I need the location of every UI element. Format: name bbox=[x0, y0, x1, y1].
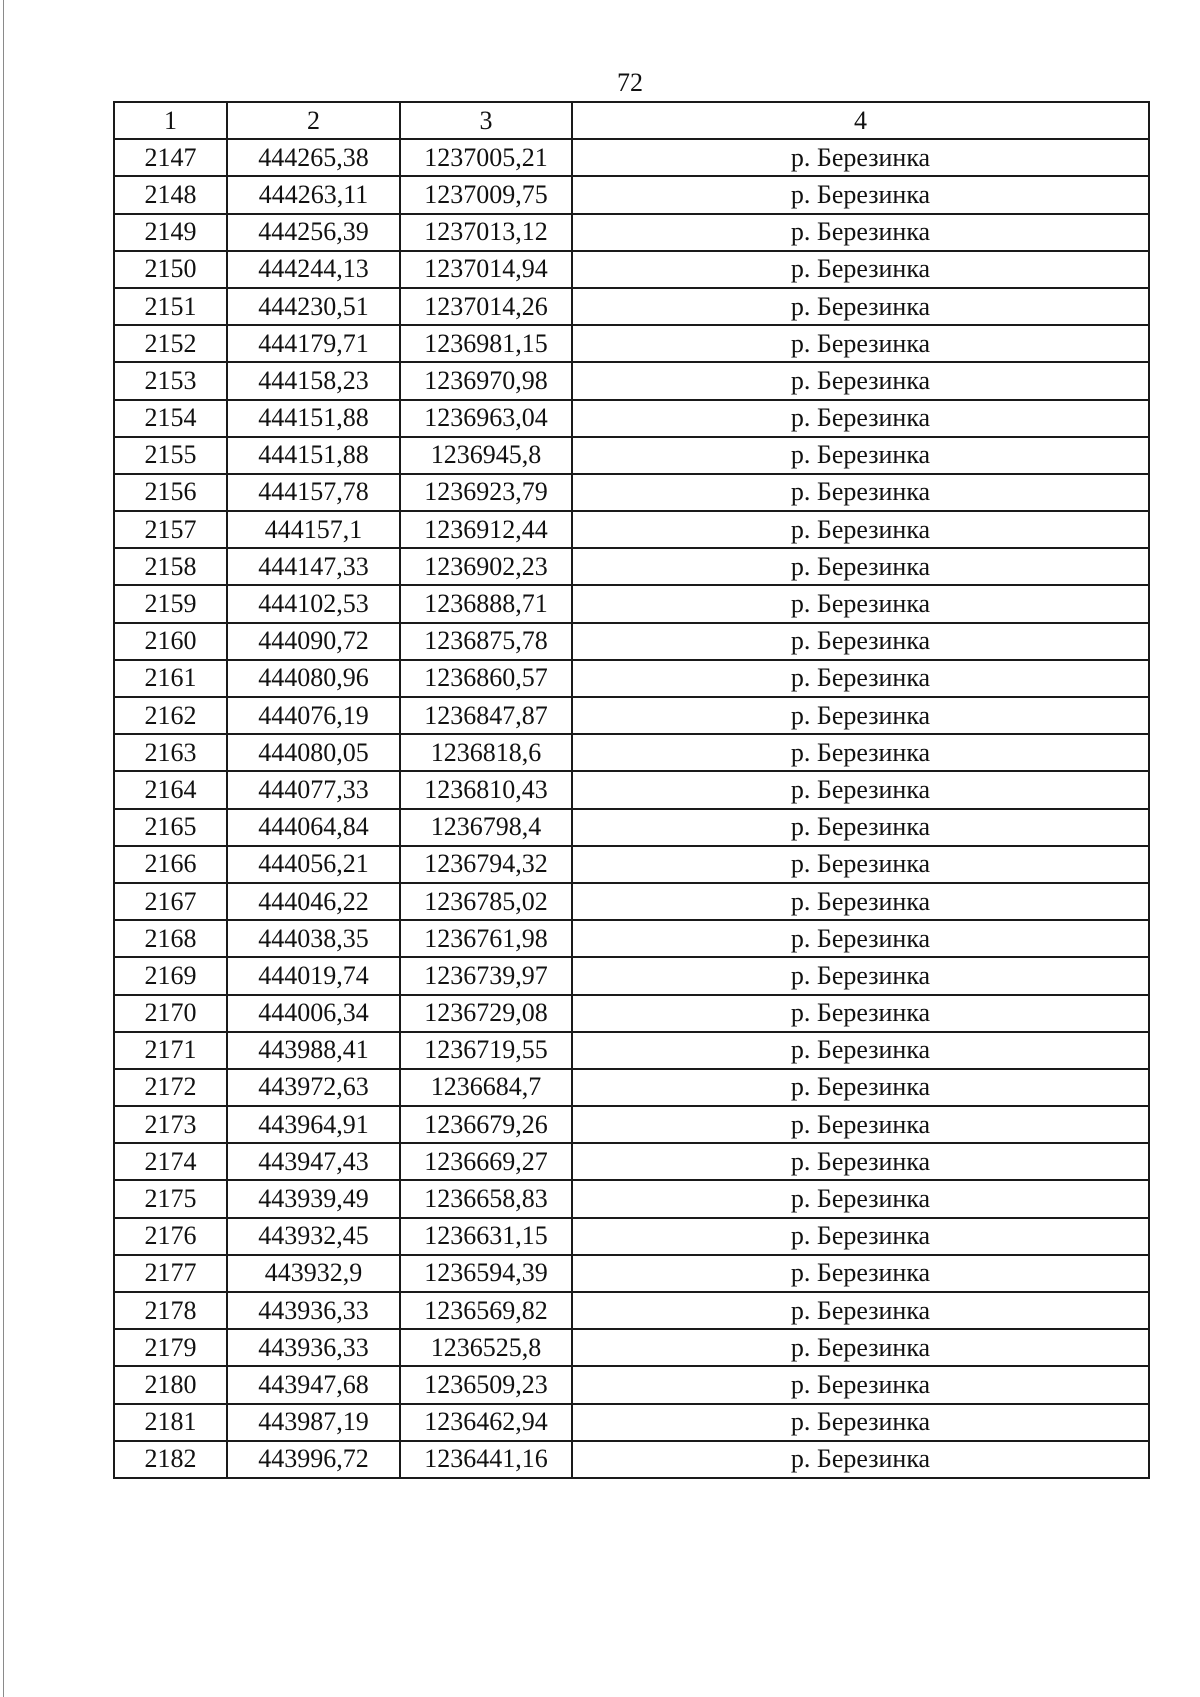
description-cell: р. Березинка bbox=[572, 548, 1149, 585]
x-coordinate-cell: 443932,9 bbox=[227, 1255, 400, 1292]
y-coordinate-cell: 1236810,43 bbox=[400, 771, 572, 808]
table-row bbox=[114, 1292, 1149, 1329]
description-cell: р. Березинка bbox=[572, 1366, 1149, 1403]
description-cell: р. Березинка bbox=[572, 251, 1149, 288]
point-number-cell: 2153 bbox=[114, 362, 227, 399]
x-coordinate-cell: 444080,96 bbox=[227, 660, 400, 697]
description-cell: р. Березинка bbox=[572, 697, 1149, 734]
point-number-cell: 2159 bbox=[114, 585, 227, 622]
table-row bbox=[114, 1069, 1149, 1106]
coordinates-table bbox=[113, 101, 1150, 1479]
description-cell: р. Березинка bbox=[572, 995, 1149, 1032]
y-coordinate-cell: 1236669,27 bbox=[400, 1143, 572, 1180]
table-row bbox=[114, 437, 1149, 474]
table-row bbox=[114, 548, 1149, 585]
x-coordinate-cell: 443936,33 bbox=[227, 1329, 400, 1366]
point-number-cell: 2166 bbox=[114, 846, 227, 883]
y-coordinate-cell: 1236462,94 bbox=[400, 1404, 572, 1441]
point-number-cell: 2160 bbox=[114, 623, 227, 660]
description-cell: р. Березинка bbox=[572, 437, 1149, 474]
point-number-cell: 2182 bbox=[114, 1441, 227, 1478]
description-cell: р. Березинка bbox=[572, 1329, 1149, 1366]
table-row bbox=[114, 325, 1149, 362]
y-coordinate-cell: 1236761,98 bbox=[400, 920, 572, 957]
description-cell: р. Березинка bbox=[572, 883, 1149, 920]
x-coordinate-cell: 443947,43 bbox=[227, 1143, 400, 1180]
point-number-cell: 2156 bbox=[114, 474, 227, 511]
y-coordinate-cell: 1236658,83 bbox=[400, 1180, 572, 1217]
y-coordinate-cell: 1236970,98 bbox=[400, 362, 572, 399]
column-header-1: 1 bbox=[114, 102, 227, 139]
description-cell: р. Березинка bbox=[572, 325, 1149, 362]
table-row bbox=[114, 1404, 1149, 1441]
x-coordinate-cell: 444147,33 bbox=[227, 548, 400, 585]
description-cell: р. Березинка bbox=[572, 176, 1149, 213]
description-cell: р. Березинка bbox=[572, 1218, 1149, 1255]
x-coordinate-cell: 444157,78 bbox=[227, 474, 400, 511]
point-number-cell: 2171 bbox=[114, 1032, 227, 1069]
x-coordinate-cell: 444077,33 bbox=[227, 771, 400, 808]
y-coordinate-cell: 1236719,55 bbox=[400, 1032, 572, 1069]
point-number-cell: 2148 bbox=[114, 176, 227, 213]
table-row bbox=[114, 809, 1149, 846]
x-coordinate-cell: 444102,53 bbox=[227, 585, 400, 622]
table-row bbox=[114, 1255, 1149, 1292]
y-coordinate-cell: 1236847,87 bbox=[400, 697, 572, 734]
x-coordinate-cell: 444157,1 bbox=[227, 511, 400, 548]
x-coordinate-cell: 443987,19 bbox=[227, 1404, 400, 1441]
table-row bbox=[114, 734, 1149, 771]
x-coordinate-cell: 444256,39 bbox=[227, 214, 400, 251]
description-cell: р. Березинка bbox=[572, 400, 1149, 437]
y-coordinate-cell: 1236888,71 bbox=[400, 585, 572, 622]
table-header-row bbox=[114, 102, 1149, 139]
x-coordinate-cell: 444076,19 bbox=[227, 697, 400, 734]
table-row bbox=[114, 1180, 1149, 1217]
y-coordinate-cell: 1236818,6 bbox=[400, 734, 572, 771]
x-coordinate-cell: 444064,84 bbox=[227, 809, 400, 846]
y-coordinate-cell: 1236945,8 bbox=[400, 437, 572, 474]
table-row bbox=[114, 771, 1149, 808]
y-coordinate-cell: 1237005,21 bbox=[400, 139, 572, 176]
y-coordinate-cell: 1236785,02 bbox=[400, 883, 572, 920]
x-coordinate-cell: 443939,49 bbox=[227, 1180, 400, 1217]
x-coordinate-cell: 444151,88 bbox=[227, 400, 400, 437]
table-row bbox=[114, 214, 1149, 251]
description-cell: р. Березинка bbox=[572, 1404, 1149, 1441]
table-row bbox=[114, 585, 1149, 622]
x-coordinate-cell: 443972,63 bbox=[227, 1069, 400, 1106]
table-row bbox=[114, 251, 1149, 288]
column-header-3: 3 bbox=[400, 102, 572, 139]
table-row bbox=[114, 623, 1149, 660]
y-coordinate-cell: 1236729,08 bbox=[400, 995, 572, 1032]
x-coordinate-cell: 444263,11 bbox=[227, 176, 400, 213]
table-row bbox=[114, 660, 1149, 697]
description-cell: р. Березинка bbox=[572, 1069, 1149, 1106]
y-coordinate-cell: 1236912,44 bbox=[400, 511, 572, 548]
table-row bbox=[114, 1218, 1149, 1255]
description-cell: р. Березинка bbox=[572, 1143, 1149, 1180]
table-row bbox=[114, 474, 1149, 511]
y-coordinate-cell: 1236509,23 bbox=[400, 1366, 572, 1403]
point-number-cell: 2174 bbox=[114, 1143, 227, 1180]
x-coordinate-cell: 444265,38 bbox=[227, 139, 400, 176]
description-cell: р. Березинка bbox=[572, 623, 1149, 660]
description-cell: р. Березинка bbox=[572, 214, 1149, 251]
table-row bbox=[114, 1143, 1149, 1180]
description-cell: р. Березинка bbox=[572, 771, 1149, 808]
y-coordinate-cell: 1236594,39 bbox=[400, 1255, 572, 1292]
description-cell: р. Березинка bbox=[572, 1292, 1149, 1329]
description-cell: р. Березинка bbox=[572, 734, 1149, 771]
point-number-cell: 2176 bbox=[114, 1218, 227, 1255]
table-row bbox=[114, 1366, 1149, 1403]
point-number-cell: 2172 bbox=[114, 1069, 227, 1106]
description-cell: р. Березинка bbox=[572, 474, 1149, 511]
description-cell: р. Березинка bbox=[572, 139, 1149, 176]
x-coordinate-cell: 444151,88 bbox=[227, 437, 400, 474]
x-coordinate-cell: 444179,71 bbox=[227, 325, 400, 362]
y-coordinate-cell: 1236569,82 bbox=[400, 1292, 572, 1329]
y-coordinate-cell: 1236525,8 bbox=[400, 1329, 572, 1366]
point-number-cell: 2150 bbox=[114, 251, 227, 288]
table-row bbox=[114, 511, 1149, 548]
y-coordinate-cell: 1236923,79 bbox=[400, 474, 572, 511]
description-cell: р. Березинка bbox=[572, 1255, 1149, 1292]
point-number-cell: 2175 bbox=[114, 1180, 227, 1217]
y-coordinate-cell: 1236739,97 bbox=[400, 957, 572, 994]
point-number-cell: 2147 bbox=[114, 139, 227, 176]
point-number-cell: 2170 bbox=[114, 995, 227, 1032]
description-cell: р. Березинка bbox=[572, 288, 1149, 325]
point-number-cell: 2163 bbox=[114, 734, 227, 771]
point-number-cell: 2177 bbox=[114, 1255, 227, 1292]
x-coordinate-cell: 444158,23 bbox=[227, 362, 400, 399]
description-cell: р. Березинка bbox=[572, 1032, 1149, 1069]
point-number-cell: 2155 bbox=[114, 437, 227, 474]
scan-edge-line bbox=[3, 0, 4, 1697]
point-number-cell: 2169 bbox=[114, 957, 227, 994]
description-cell: р. Березинка bbox=[572, 1180, 1149, 1217]
description-cell: р. Березинка bbox=[572, 1441, 1149, 1478]
table-row bbox=[114, 176, 1149, 213]
y-coordinate-cell: 1237009,75 bbox=[400, 176, 572, 213]
y-coordinate-cell: 1237013,12 bbox=[400, 214, 572, 251]
table-row bbox=[114, 957, 1149, 994]
point-number-cell: 2165 bbox=[114, 809, 227, 846]
y-coordinate-cell: 1236679,26 bbox=[400, 1106, 572, 1143]
y-coordinate-cell: 1236963,04 bbox=[400, 400, 572, 437]
point-number-cell: 2173 bbox=[114, 1106, 227, 1143]
y-coordinate-cell: 1236981,15 bbox=[400, 325, 572, 362]
description-cell: р. Березинка bbox=[572, 809, 1149, 846]
description-cell: р. Березинка bbox=[572, 957, 1149, 994]
y-coordinate-cell: 1236631,15 bbox=[400, 1218, 572, 1255]
point-number-cell: 2181 bbox=[114, 1404, 227, 1441]
point-number-cell: 2158 bbox=[114, 548, 227, 585]
point-number-cell: 2149 bbox=[114, 214, 227, 251]
point-number-cell: 2151 bbox=[114, 288, 227, 325]
table-body bbox=[114, 139, 1149, 1478]
point-number-cell: 2180 bbox=[114, 1366, 227, 1403]
point-number-cell: 2162 bbox=[114, 697, 227, 734]
table-row bbox=[114, 139, 1149, 176]
table-row bbox=[114, 1032, 1149, 1069]
table-row bbox=[114, 362, 1149, 399]
point-number-cell: 2164 bbox=[114, 771, 227, 808]
y-coordinate-cell: 1236441,16 bbox=[400, 1441, 572, 1478]
point-number-cell: 2168 bbox=[114, 920, 227, 957]
description-cell: р. Березинка bbox=[572, 511, 1149, 548]
x-coordinate-cell: 443988,41 bbox=[227, 1032, 400, 1069]
x-coordinate-cell: 443947,68 bbox=[227, 1366, 400, 1403]
x-coordinate-cell: 444038,35 bbox=[227, 920, 400, 957]
x-coordinate-cell: 444080,05 bbox=[227, 734, 400, 771]
description-cell: р. Березинка bbox=[572, 585, 1149, 622]
column-header-4: 4 bbox=[572, 102, 1149, 139]
y-coordinate-cell: 1236860,57 bbox=[400, 660, 572, 697]
x-coordinate-cell: 444244,13 bbox=[227, 251, 400, 288]
description-cell: р. Березинка bbox=[572, 846, 1149, 883]
x-coordinate-cell: 443996,72 bbox=[227, 1441, 400, 1478]
table-row bbox=[114, 920, 1149, 957]
table-row bbox=[114, 846, 1149, 883]
x-coordinate-cell: 444090,72 bbox=[227, 623, 400, 660]
x-coordinate-cell: 443964,91 bbox=[227, 1106, 400, 1143]
point-number-cell: 2154 bbox=[114, 400, 227, 437]
point-number-cell: 2178 bbox=[114, 1292, 227, 1329]
point-number-cell: 2179 bbox=[114, 1329, 227, 1366]
table-row bbox=[114, 883, 1149, 920]
point-number-cell: 2167 bbox=[114, 883, 227, 920]
point-number-cell: 2161 bbox=[114, 660, 227, 697]
x-coordinate-cell: 444019,74 bbox=[227, 957, 400, 994]
table-row bbox=[114, 1441, 1149, 1478]
x-coordinate-cell: 444056,21 bbox=[227, 846, 400, 883]
column-header-2: 2 bbox=[227, 102, 400, 139]
table-row bbox=[114, 1329, 1149, 1366]
description-cell: р. Березинка bbox=[572, 1106, 1149, 1143]
x-coordinate-cell: 444046,22 bbox=[227, 883, 400, 920]
y-coordinate-cell: 1236902,23 bbox=[400, 548, 572, 585]
x-coordinate-cell: 443936,33 bbox=[227, 1292, 400, 1329]
point-number-cell: 2157 bbox=[114, 511, 227, 548]
y-coordinate-cell: 1237014,26 bbox=[400, 288, 572, 325]
y-coordinate-cell: 1236798,4 bbox=[400, 809, 572, 846]
table-row bbox=[114, 995, 1149, 1032]
y-coordinate-cell: 1236875,78 bbox=[400, 623, 572, 660]
description-cell: р. Березинка bbox=[572, 920, 1149, 957]
description-cell: р. Березинка bbox=[572, 660, 1149, 697]
x-coordinate-cell: 444006,34 bbox=[227, 995, 400, 1032]
x-coordinate-cell: 444230,51 bbox=[227, 288, 400, 325]
table-row bbox=[114, 288, 1149, 325]
y-coordinate-cell: 1236794,32 bbox=[400, 846, 572, 883]
description-cell: р. Березинка bbox=[572, 362, 1149, 399]
point-number-cell: 2152 bbox=[114, 325, 227, 362]
x-coordinate-cell: 443932,45 bbox=[227, 1218, 400, 1255]
table-row bbox=[114, 697, 1149, 734]
y-coordinate-cell: 1236684,7 bbox=[400, 1069, 572, 1106]
table-row bbox=[114, 1106, 1149, 1143]
y-coordinate-cell: 1237014,94 bbox=[400, 251, 572, 288]
page-number: 72 bbox=[617, 68, 643, 97]
table-row bbox=[114, 400, 1149, 437]
